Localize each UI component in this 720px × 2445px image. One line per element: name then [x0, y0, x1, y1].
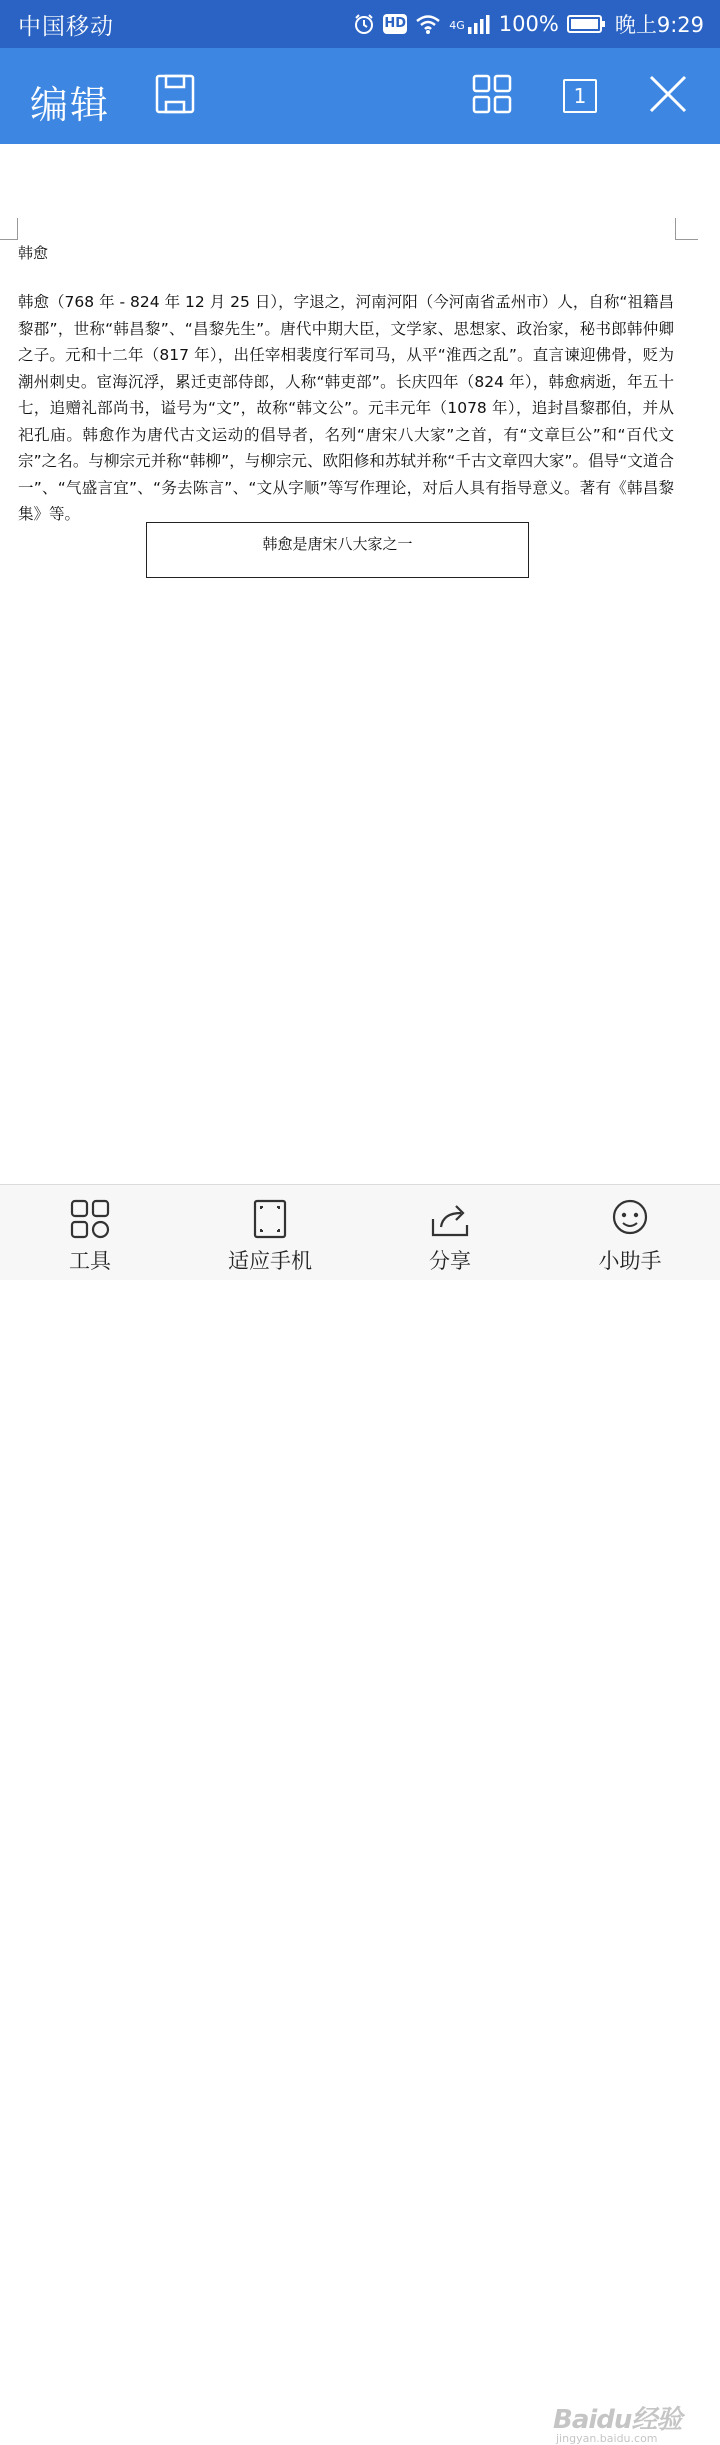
alarm-icon: [353, 13, 375, 35]
grid-icon: [472, 74, 512, 118]
save-button[interactable]: [145, 66, 205, 126]
fit-phone-label: 适应手机: [228, 1249, 312, 1273]
assistant-button[interactable]: [580, 1185, 680, 1281]
wifi-icon: [415, 13, 441, 35]
share-icon: [429, 1197, 471, 1241]
battery-percent: 100%: [498, 12, 559, 36]
thumbnails-button[interactable]: [462, 66, 522, 126]
hd-badge: HD: [383, 14, 407, 34]
edit-toolbar: [0, 48, 720, 144]
margin-corner-mark: [675, 218, 698, 240]
tools-button[interactable]: [50, 1185, 130, 1281]
assistant-icon: [609, 1197, 651, 1241]
status-icons: [353, 9, 704, 39]
network-type: 4G: [449, 19, 465, 32]
bottom-nav: [0, 1184, 720, 2445]
signal-icon: [467, 13, 491, 35]
clock-time: 晚上9:29: [614, 13, 704, 37]
share-button[interactable]: [410, 1185, 490, 1281]
fit-phone-button[interactable]: [200, 1185, 340, 1281]
margin-corner-mark: [0, 218, 18, 240]
close-icon: [648, 74, 688, 118]
document-heading[interactable]: 韩愈: [18, 244, 49, 262]
caption-textbox[interactable]: 韩愈是唐宋八大家之一: [146, 522, 529, 578]
toolbar-title[interactable]: 编辑: [30, 83, 111, 127]
fit-screen-icon: [253, 1197, 287, 1241]
page-count-button[interactable]: [550, 66, 610, 126]
tools-label: 工具: [69, 1249, 111, 1273]
save-icon: [155, 74, 195, 118]
tools-icon: [70, 1197, 110, 1241]
page-number: 1: [563, 79, 597, 113]
document-page[interactable]: [0, 144, 720, 1184]
status-bar: [0, 0, 720, 48]
assistant-label: 小助手: [598, 1249, 662, 1273]
share-label: 分享: [429, 1249, 471, 1273]
baidu-watermark-url: jingyan.baidu.com: [556, 2432, 658, 2445]
baidu-watermark: Baidu经验: [553, 2405, 682, 2435]
battery-icon: [567, 13, 607, 35]
carrier-name: 中国移动: [18, 13, 114, 40]
document-paragraph[interactable]: 韩愈（768 年 - 824 年 12 月 25 日），字退之，河南河阳（今河南省孟州市）人，自称“祖籍昌黎郡”，世称“韩昌黎”、“昌黎先生”。唐代中期大臣，文学家、思想家、政治家，秘书郎韩仲卿之子。元和十二年（817 年），出任宰相裴度行军司马，从平“淮西之乱”。直言谏迎佛骨，贬为潮州刺史。宦海沉浮，累迁吏部侍郎，人称“韩吏部”。长庆四年（824 年），韩愈病逝，年五十七，追赠礼部尚书，谥号为“文”，故称“韩文公”。元丰元年（1078 年），追封昌黎郡伯，并从祀孔庙。韩愈作为唐代古文运动的倡导者，名列“唐宋八大家”之首，有“文章巨公”和“百代文宗”之名。与柳宗元并称“韩柳”，与柳宗元、欧阳修和苏轼并称“千古文章四大家”。倡导“文道合一”、“气盛言宜”、“务去陈言”、“文从字顺”等写作理论，对后人具有指导意义。著有《韩昌黎集》等。: [18, 293, 674, 523]
close-button[interactable]: [638, 66, 698, 126]
